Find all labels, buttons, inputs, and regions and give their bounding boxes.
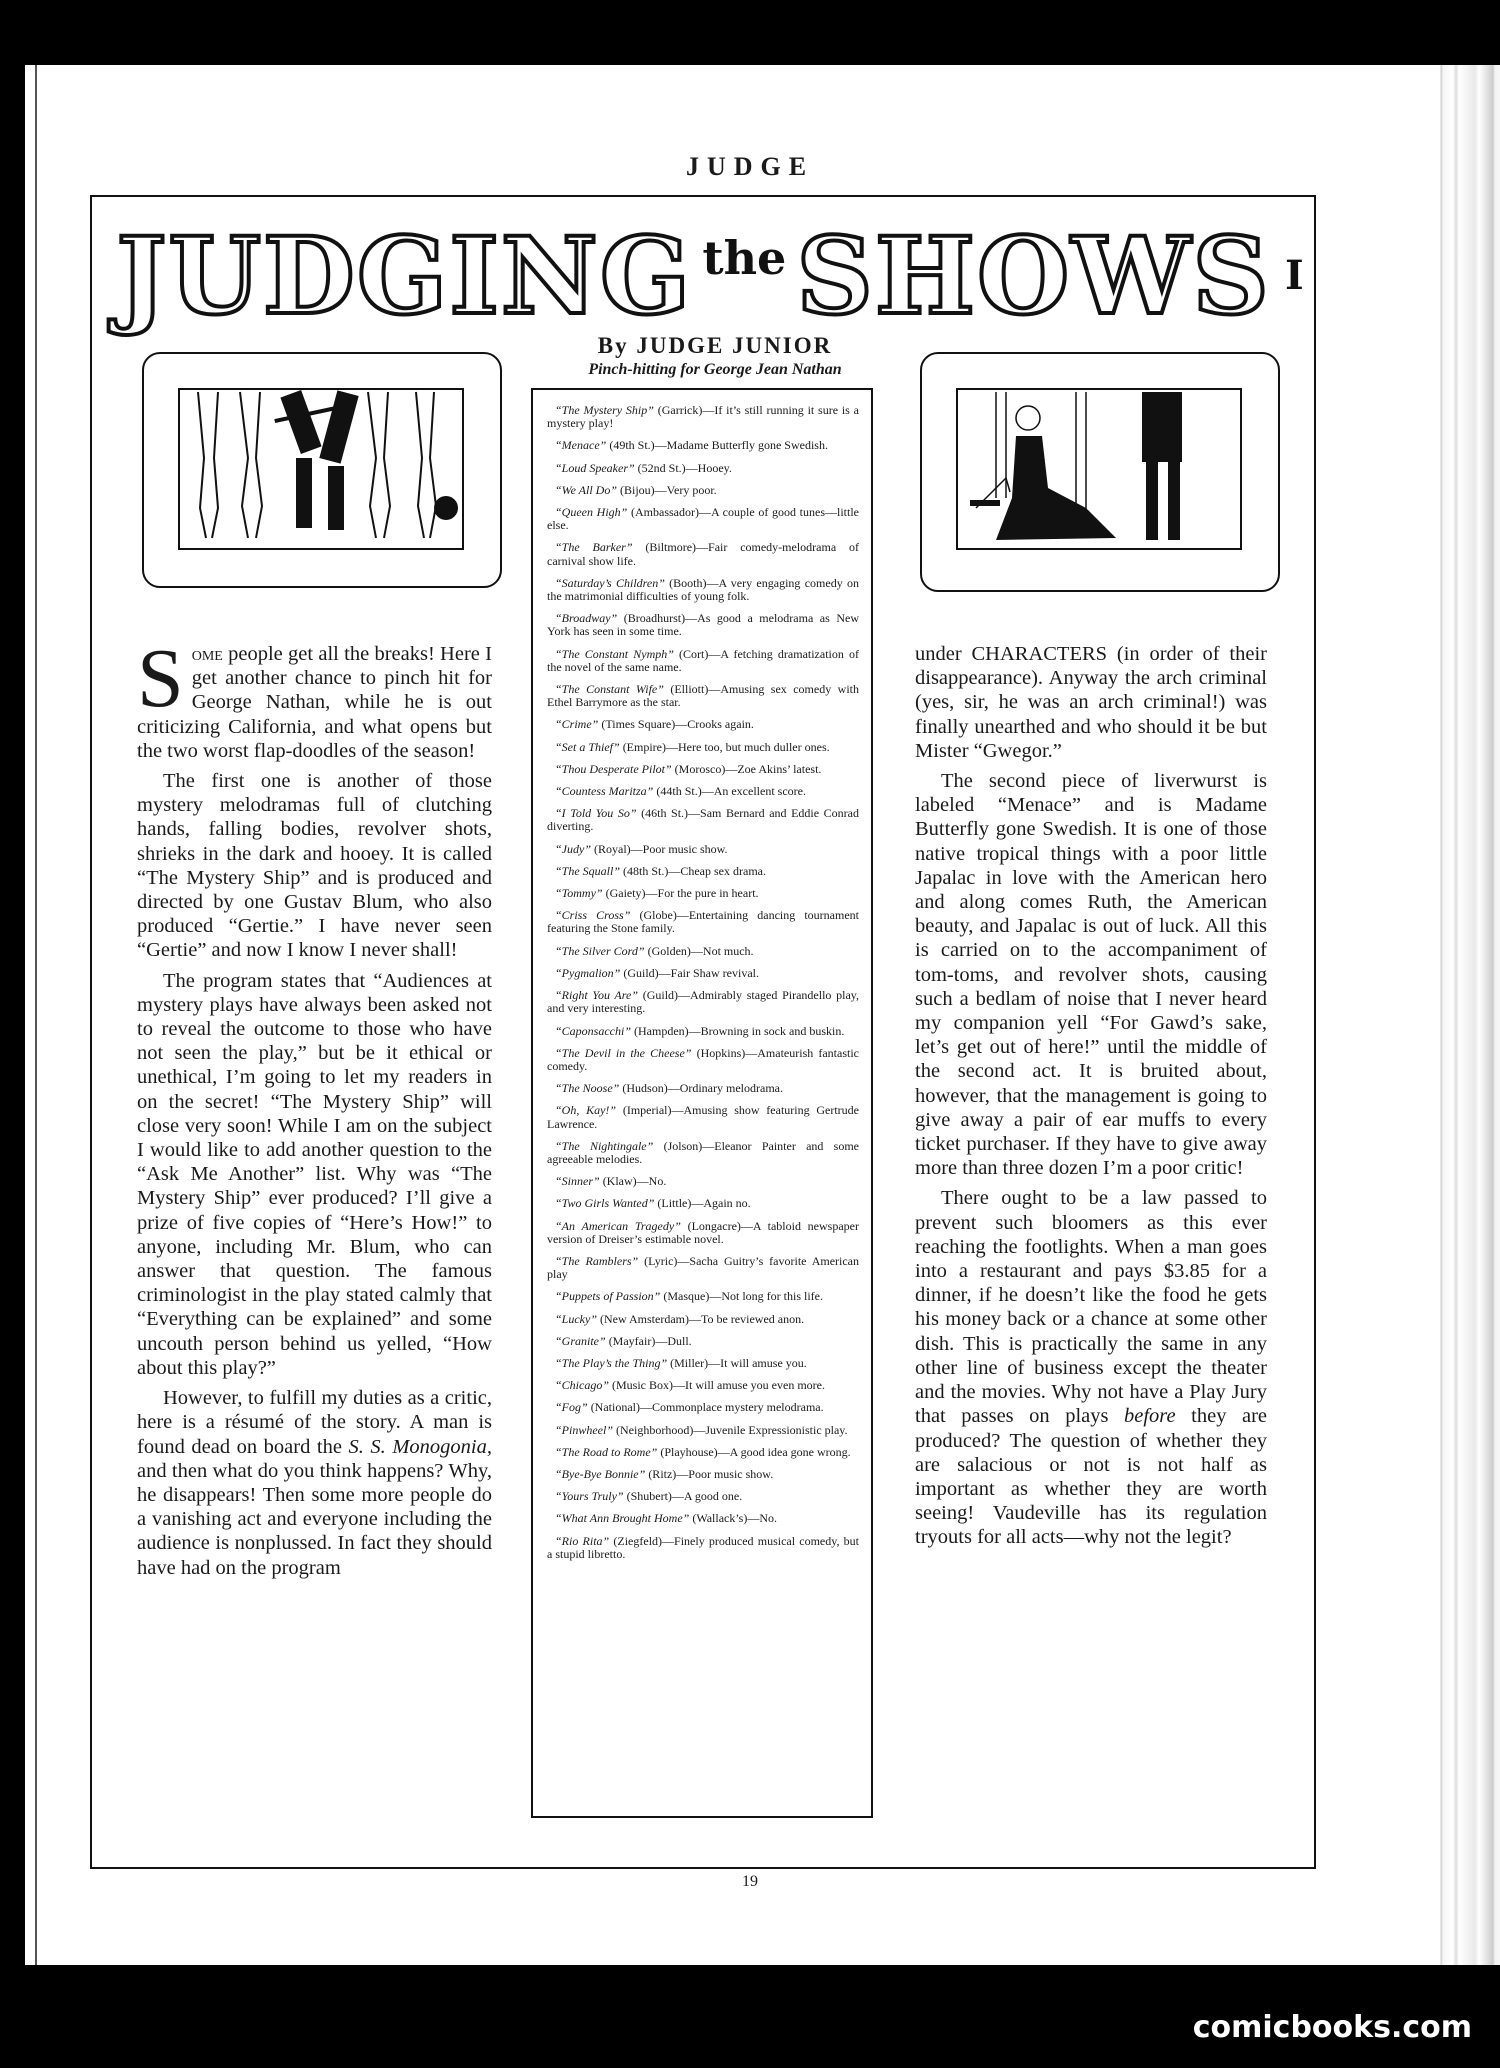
show-review: (Ambassador)—A couple of good tunes—little else. [547,505,859,533]
ship-name: S. S. Monogonia, [348,1435,492,1458]
show-title: “The Nightingale” [555,1138,654,1153]
watermark: comicbooks.com [1192,2010,1472,2045]
left-column [137,632,492,1586]
show-review: (Booth)—A very engaging comedy on the matrimonial difficulties of young folk. [547,575,859,604]
show-list-entry [547,865,859,878]
show-title: “Thou Desperate Pilot” [555,761,672,776]
show-list-entry [547,1335,859,1348]
show-list-entry [547,683,859,709]
left-p4-text-a: However, to fulfill my duties as a critic, here is a résumé of the story. A man is found dead on board the [137,1387,492,1458]
show-list-entry [547,887,859,900]
left-paragraph-1 [137,632,492,763]
show-title: “The Silver Cord” [555,943,645,958]
show-title: “Saturday’s Children” [555,575,665,590]
left-paragraph-4 [137,1386,492,1580]
show-review: (Wallack’s)—No. [689,1511,778,1526]
show-review: (Ritz)—Poor music show. [645,1466,774,1481]
right-column [915,642,1267,1556]
show-review: (Neighborhood)—Juvenile Expressionistic play. [613,1422,848,1437]
show-list-entry [547,1104,859,1130]
show-review: (52nd St.)—Hooey. [634,460,732,475]
show-review: (Elliott)—Amusing sex comedy with Ethel Barrymore as the star. [547,682,859,710]
byline-sub: Pinch-hitting for George Jean Nathan [588,361,842,378]
show-title: “Puppets of Passion” [555,1289,661,1304]
show-review: (Empire)—Here too, but much duller ones. [619,739,830,754]
show-review: (Masque)—Not long for this life. [660,1289,823,1304]
right-p3-text-a: There ought to be a law passed to prevent such bloomers as this ever reaching the footlights. When a man goes into a restaurant and pays $3.85 for a dinner, if he doesn’t like the food he gets his money back or a chance at some other dish. This is practically the same in any other line of business except the theater and the movies. Why not have a Play Jury that passes on plays [915,1187,1267,1428]
show-review: (49th St.)—Madame Butterfly gone Swedish. [606,438,828,453]
left-paragraph-2: The first one is another of those mystery melodramas full of clutching hands, falling bodies, revolver shots, shrieks in the dark and hooey. It is called “The Mystery Ship” and is produced and directed by one Gustav Blum, who also produced “Gertie.” I have never seen “Gertie” and now I know I never shall! [137,770,492,962]
show-title: “Right You Are” [555,988,638,1003]
show-list-entry [547,807,859,833]
show-title: “Granite” [555,1333,606,1348]
show-title: “Crime” [555,717,599,732]
show-review: (Shubert)—A good one. [623,1489,743,1504]
show-list-entry [547,1255,859,1281]
title-right: SHOWS [796,212,1271,338]
show-list-entry [547,1197,859,1210]
right-paragraph-1: under CHARACTERS (in order of their disappearance). Anyway the arch criminal (yes, sir, he was an arch criminal!) was finally unearthed and who should it be but Mister “Gwegor.” [915,643,1267,762]
show-title: “Lucky” [555,1311,597,1326]
show-list-entry [547,1490,859,1503]
show-list-entry [547,989,859,1015]
show-review: (Cort)—A fetching dramatization of the novel of the same name. [547,646,859,674]
show-title: “The Constant Wife” [555,682,664,697]
show-list-entry [547,967,859,980]
show-list-entry [547,741,859,754]
show-list-entry [547,718,859,731]
show-title: “The Constant Nymph” [555,646,674,661]
show-title: “An American Tragedy” [555,1218,681,1233]
show-title: “The Squall” [555,863,621,878]
show-title: “Oh, Kay!” [555,1103,617,1118]
show-list-entry [547,1025,859,1038]
show-title: “The Barker” [555,540,633,555]
show-review: (New Amsterdam)—To be reviewed anon. [597,1311,805,1326]
show-title: “What Ann Brought Home” [555,1511,690,1526]
show-review: (Times Square)—Crooks again. [598,717,754,732]
drop-cap: S [137,632,184,725]
show-review: (Playhouse)—A good idea gone wrong. [657,1444,851,1459]
article-title [116,212,1304,338]
title-left: JUDGING [116,212,693,338]
show-title: “The Play’s the Thing” [555,1355,668,1370]
show-title: “Pinwheel” [555,1422,614,1437]
byline [530,333,900,379]
show-review: (Lyric)—Sacha Guitry’s favorite American play [547,1253,860,1282]
right-paragraph-2: The second piece of liverwurst is labeled “Menace” and is Madame Butterfly gone Swedish. It is one of those native tropical things with a poor little Japalac in love with the American hero and along comes Ruth, the American beauty, and Japalac is out of luck. All this is carried on to the accompaniment of tom-toms, and revolver shots, causing such a bedlam of noise that I never heard my companion yell “For Gawd’s sake, let’s get out of here!” until the middle of the second act. It is bruited about, however, that the management is going to give away a pair of ear muffs to every ticket purchaser. If they have to give away more than three dozen I’m a poor critic! [915,770,1267,1180]
show-title: “Queen High” [555,505,628,520]
show-list-entry [547,577,859,603]
show-review: (Guild)—Fair Shaw revival. [620,965,759,980]
title-middle: the [702,231,787,285]
show-review: (Bijou)—Very poor. [617,482,717,497]
show-review: (Globe)—Entertaining dancing tournament featuring the Stone family. [547,908,859,936]
show-review: (Music Box)—It will amuse you even more. [609,1378,825,1393]
show-list-entry [547,1313,859,1326]
show-review: (Imperial)—Amusing show featuring Gertrude Lawrence. [547,1103,860,1131]
left-p1-text: people get all the breaks! Here I get another chance to pinch hit for George Nathan, while he is out criticizing California, and what opens but the two worst flap-doodles of the season! [137,643,492,762]
show-list-entry [547,484,859,497]
show-title: “Yours Truly” [555,1489,624,1504]
show-list-entry [547,843,859,856]
show-review: (Broadhurst)—As good a melodrama as New York has seen in some time. [547,611,859,639]
show-list-entry [547,1175,859,1188]
right-paragraph-3 [915,1186,1267,1549]
show-review: (44th St.)—An excellent score. [653,784,806,799]
show-review: (Garrick)—If it’s still running it sure is a mystery play! [547,403,859,431]
show-list-entry [547,1468,859,1481]
show-title: “Pygmalion” [555,965,621,980]
show-title: “Judy” [555,841,591,856]
show-review: (Mayfair)—Dull. [605,1333,692,1348]
page-spine [35,65,37,1965]
title-number: I [1284,251,1304,299]
show-review: (Hampden)—Browning in sock and buskin. [631,1023,845,1038]
right-p3-text-b: they are produced? The question of whether they are salacious or not is not half as important as whether they are worth seeing! Vaudeville has its regulation tryouts for all acts—why not the legit? [915,1405,1267,1549]
show-list-entry [547,612,859,638]
chorus-legs-drawing [178,388,464,550]
show-list-entry [547,1220,859,1246]
show-list-entry [547,945,859,958]
show-list-entry [547,763,859,776]
show-title: “Fog” [555,1400,588,1415]
show-list [547,404,859,1561]
show-review: (Biltmore)—Fair comedy-melodrama of carnival show life. [547,540,859,568]
show-review: (Longacre)—A tabloid newspaper version of Dreiser’s estimable novel. [547,1218,859,1246]
show-review: (Morosco)—Zoe Akins’ latest. [671,761,822,776]
show-review: (Little)—Again no. [654,1196,751,1211]
show-list-entry [547,1082,859,1095]
show-list-entry [547,1512,859,1525]
show-title: “Criss Cross” [555,908,631,923]
show-review: (Klaw)—No. [599,1174,667,1189]
show-list-entry [547,1140,859,1166]
left-p4-text-b: and then what do you think happens? Why, he disappears! Then some more people do a vanishing act and everyone including the audience is nonplussed. In fact they should have had on the program [137,1459,492,1579]
show-list-entry [547,404,859,430]
kneeling-woman-drawing [956,388,1242,550]
byline-author: By JUDGE JUNIOR [597,333,833,358]
show-list-entry [547,1424,859,1437]
show-list-entry [547,1446,859,1459]
show-review: (Royal)—Poor music show. [591,841,728,856]
show-review: (Ziegfeld)—Finely produced musical comedy, but a stupid libretto. [547,1533,859,1561]
show-title: “Caponsacchi” [555,1023,632,1038]
show-title: “Chicago” [555,1378,610,1393]
show-review: (Miller)—It will amuse you. [667,1355,807,1370]
show-title: “Loud Speaker” [555,460,635,475]
page-edges [1415,65,1500,1965]
show-title: “Menace” [555,438,607,453]
show-list-entry [547,1535,859,1561]
show-title: “The Noose” [555,1081,620,1096]
show-title: “Bye-Bye Bonnie” [555,1466,646,1481]
show-review: (Hudson)—Ordinary melodrama. [619,1081,783,1096]
show-title: “I Told You So” [555,806,637,821]
show-review: (Hopkins)—Amateurish fantastic comedy. [547,1045,860,1073]
show-title: “We All Do” [555,482,618,497]
show-title: “The Devil in the Cheese” [555,1045,692,1060]
show-list-entry [547,1290,859,1303]
page-number: 19 [742,1873,758,1890]
left-p1-smallcaps: ome [191,643,223,665]
show-list-entry [547,1357,859,1370]
show-list-entry [547,785,859,798]
show-title: “The Road to Rome” [555,1444,658,1459]
show-list-entry [547,1379,859,1392]
show-list-entry [547,541,859,567]
illustration-chorus-legs [142,352,502,588]
show-review: (Guild)—Admirably staged Pirandello play, and very interesting. [547,988,859,1016]
show-title: “Set a Thief” [555,739,620,754]
show-list-entry [547,909,859,935]
right-p3-emphasis: before [1124,1405,1176,1428]
show-list-entry [547,506,859,532]
show-title: “Two Girls Wanted” [555,1196,655,1211]
show-list-entry [547,1401,859,1414]
show-review: (Gaiety)—For the pure in heart. [602,886,759,901]
show-review: (Golden)—Not much. [644,943,754,958]
show-title: “Broadway” [555,611,618,626]
show-list-entry [547,462,859,475]
show-review: (Jolson)—Eleanor Painter and some agreeable melodies. [547,1138,860,1166]
show-title: “Rio Rita” [555,1533,610,1548]
masthead: JUDGE [685,152,815,181]
show-list-entry [547,439,859,452]
show-list-entry [547,648,859,674]
show-title: “Tommy” [555,886,603,901]
show-list-entry [547,1047,859,1073]
show-title: “The Ramblers” [555,1253,639,1268]
show-title: “The Mystery Ship” [555,403,654,417]
show-review: (46th St.)—Sam Bernard and Eddie Conrad diverting. [547,806,859,834]
show-title: “Sinner” [555,1174,600,1189]
show-review: (48th St.)—Cheap sex drama. [620,863,766,878]
show-listing-box [531,388,873,1818]
illustration-kneeling-woman [920,352,1280,592]
show-review: (National)—Commonplace mystery melodrama. [587,1400,824,1415]
left-paragraph-3: The program states that “Audiences at mystery plays have always been asked not to reveal the outcome to those who have not seen the play,” but be it ethical or unethical, I’m going to let my readers in on the secret! “The Mystery Ship” will close very soon! While I am on the subject I would like to add another question to the “Ask Me Another” list. Why was “The Mystery Ship” ever produced? I’ll give a prize of five copies of “Here’s How!” to anyone, including Mr. Blum, who can answer that question. The famous criminologist in the play stated calmly that “Everything can be explained” and some uncouth person behind us yelled, “How about this play?” [137,969,492,1379]
show-title: “Countess Maritza” [555,784,654,799]
